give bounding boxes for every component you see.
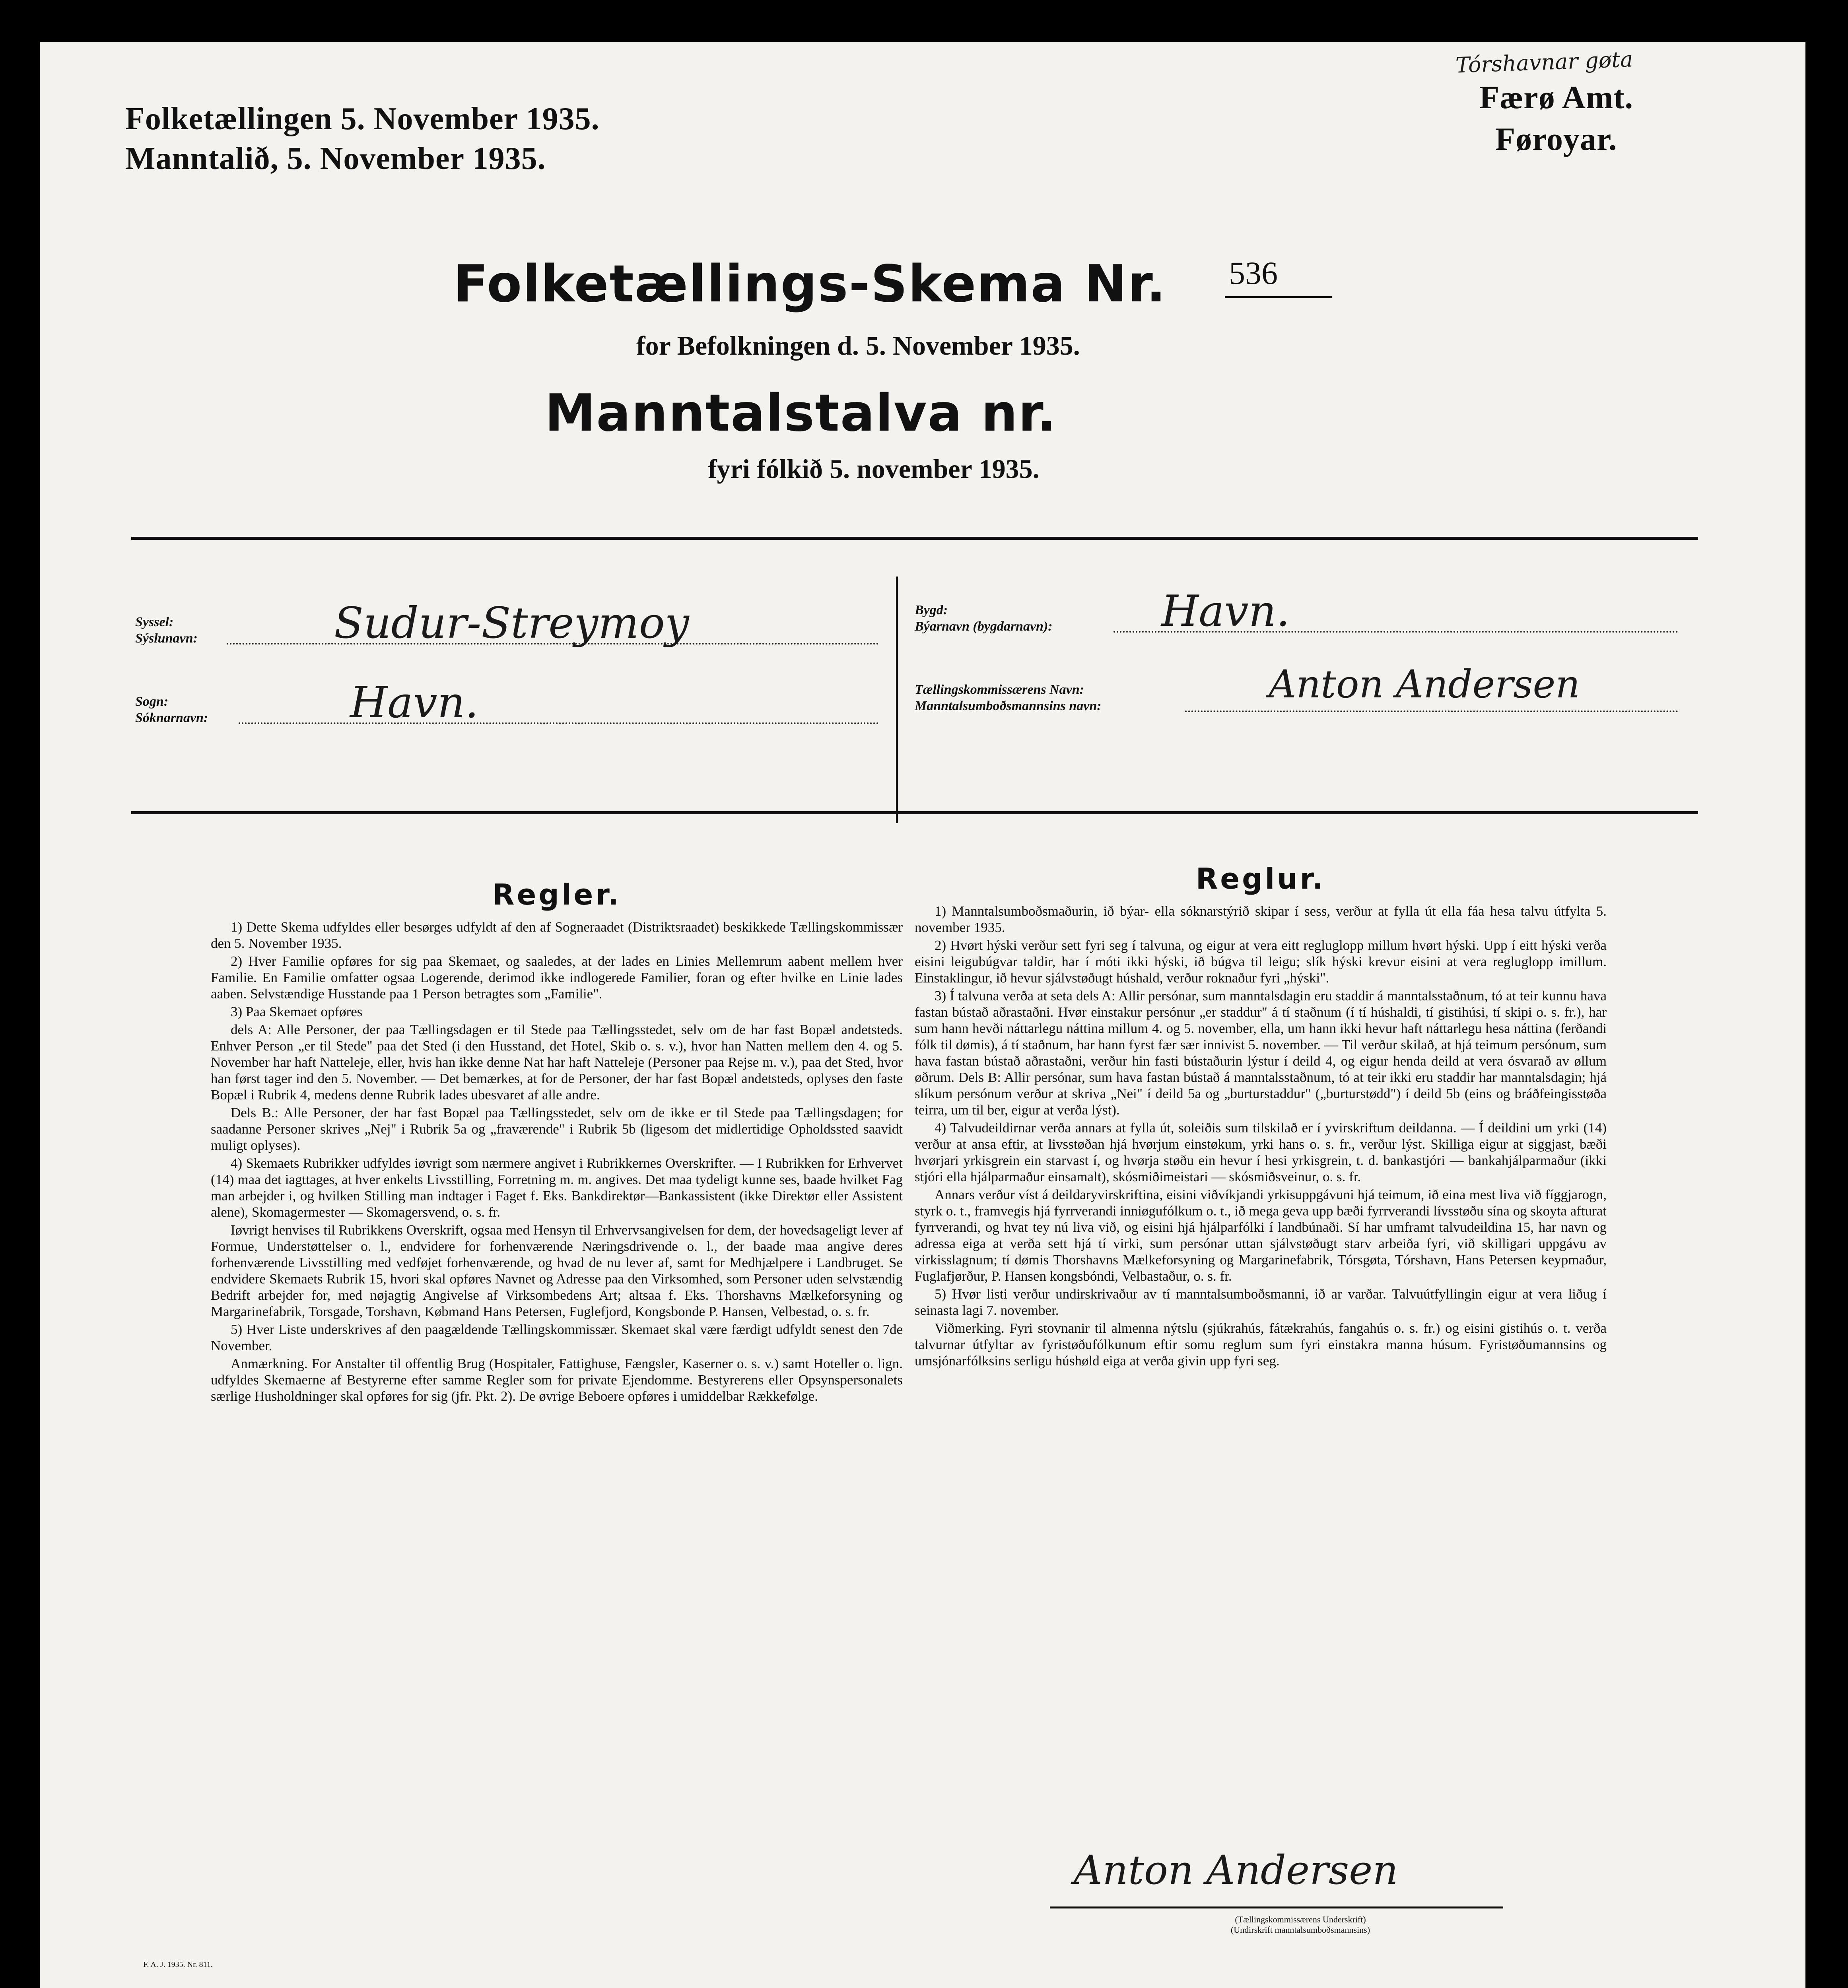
bygd-label-fo: Býarnavn (bygdarnavn): <box>915 619 1053 634</box>
form-center-divider <box>896 577 898 823</box>
syssel-label-da: Syssel: <box>135 615 174 629</box>
kommissaer-label <box>915 682 1102 714</box>
syssel-label-fo: Sýslunavn: <box>135 631 198 646</box>
form-bottom-rule <box>131 811 1698 814</box>
reglur-para-7: Viðmerking. Fyri stovnanir til almenna nýtslu (sjúkrahús, fátækrahús, fangahús o. s. fr.) og eisini gistihús o. t. verða talvurnar útfyltar av fyristøðufólkunum eftir somu reglum sum fyri einstakra manna húsum. Fyristøðumannsins og umsjónarfólksins serligu húshøld eiga at verða givin upp fyri seg. <box>915 1320 1607 1369</box>
regler-heading: Regler. <box>492 878 621 911</box>
regler-para-7: Iøvrigt henvises til Rubrikkens Overskrift, ogsaa med Hensyn til Erhvervsangivelsen for dem, der hovedsageligt lever af Formue, Understøttelser o. l., endvidere for forhenværende Næringsdrivende o. l., der baade maa angive deres forhenværende Livsstilling med vedføjet forhenværende, og hvad de nu lever af, samt for Medhjælpere i Landbruget. Se endvidere Skemaets Rubrik 15, hvori skal opføres Navnet og Adresse paa den Virksomhed, som Personer uden selvstændig Bedrift arbejder for, med nøjagtig Angivelse af Virksombedens Art; altsaa f. Eks. Thorshavns Mælkeforsyning og Margarinefabrik, Torsgade, Torshavn, Købmand Hans Petersen, Fuglefjord, Kongsbonde P. Hansen, Velbestad, o. s. fr. <box>211 1222 903 1319</box>
form-number-underline <box>1225 296 1332 298</box>
regler-para-2: 2) Hver Familie opføres for sig paa Skemaet, og saaledes, at der lades en Linies Mellemrum aabent mellem hver Familie. En Familie omfatter ogsaa Logerende, derimod ikke indlogerede Familier, foran og efter hvilke en Linie lades aaben. Selvstændige Husstande paa 1 Person betragtes som „Familie". <box>211 953 903 1002</box>
kommissaer-value: Anton Andersen <box>1269 662 1580 707</box>
signature-caption <box>1121 1914 1479 1936</box>
bygd-value: Havn. <box>1161 586 1290 636</box>
regler-para-5: Dels B.: Alle Personer, der har fast Bopæl paa Tællingsstedet, selv om de ikke er til Stede paa Tællingsdagen; for saadanne Personer skrives „Nej" i Rubrik 5a og „fraværende" i Rubrik 5b (ligesom det midlertidige Opholdssted saavidt muligt oplyses). <box>211 1105 903 1153</box>
sogn-dotline <box>239 722 879 724</box>
signature-caption-da: (Tællingskommissærens Underskrift) <box>1235 1914 1366 1924</box>
reglur-para-1: 1) Manntalsumboðsmaðurin, ið býar- ella sóknarstýrið skipar í sess, verður at fylla út ella fáa hesa talvu útfylta 5. november 1935. <box>915 903 1607 935</box>
reglur-para-4: 4) Talvudeildirnar verða annars at fylla út, soleiðis sum tilskilað er í yvirskriftum deildanna. — Í deildini um yrki (14) verður at ansa eftir, at livsstøðan hjá hvørjum einstøkum, yrki hans o. s. fr., verður lýst. Skilliga eigur at siggjast, bæði hvørjari yrkisgrein ein starvast í, og hvørja støðu ein hevur í hesi yrkisgrein, t. d. bankastjóri — bankahjálparmaður (ikki stjóri ella hjálparmaður einsamalt), skósmiðimeistari — skósmiðsveinur, o. s. fr. <box>915 1120 1607 1184</box>
header-right-line1: Færø Amt. <box>1479 79 1634 115</box>
form-top-rule <box>131 537 1698 540</box>
signature-caption-fo: (Undirskrift manntalsumboðsmannsins) <box>1230 1925 1370 1935</box>
regler-para-6: 4) Skemaets Rubrikker udfyldes iøvrigt som nærmere angivet i Rubrikkernes Overskrifter. — I Rubrikken for Erhvervet (14) maa det iagttages, at hver enkelts Livsstilling, Forretning m. m. angives. Det maa tydeligt kunne ses, baade hvilket Fag man arbejder i, og hvilken Stilling man indtager i Faget f. Eks. Bankdirektør—Bankassistent (ikke Direktør eller Assistent alene), Skomagermester — Skomagersvend, o. s. fr. <box>211 1155 903 1220</box>
reglur-heading: Reglur. <box>1195 862 1326 895</box>
regler-para-9: Anmærkning. For Anstalter til offentlig Brug (Hospitaler, Fattighuse, Fængsler, Kaserner o. s. v.) samt Hoteller o. lign. udfyldes Skemaerne af Bestyrerne efter samme Regler som for private Ejendomme. Bestyrerens eller Opsynspersonalets særlige Husholdninger skal opføres for sig (jfr. Pkt. 2). De øvrige Beboere opføres i umiddelbar Rækkefølge. <box>211 1356 903 1404</box>
regler-para-1: 1) Dette Skema udfyldes eller besørges udfyldt af den af Sogneraadet (Distriktsraadet) beskikkede Tællingskommissær den 5. November 1935. <box>211 919 903 951</box>
reglur-column <box>915 862 1607 1371</box>
kommissaer-label-da: Tællingskommissærens Navn: <box>915 682 1084 697</box>
regler-column <box>211 878 903 1406</box>
reglur-para-2: 2) Hvørt hýski verður sett fyri seg í talvuna, og eigur at vera eitt regluglopp millum hvørt hýski. Upp í eitt hýski verða eisini leigubúgvar taldir, har í móti ikki hýski, ið búgva til leigu; slík hýski krevur eisini at vera regluglopp imillum. Einstaklingur, ið hevur sjálvstøðugt húshald, verður roknaður fyri „hýski". <box>915 938 1607 986</box>
sogn-value: Havn. <box>350 678 479 728</box>
reglur-para-6: 5) Hvør listi verður undirskrivaður av tí manntalsumboðsmanni, ið ar varðar. Talvuútfyllingin eigur at vera liðug í seinasta lagi 7. november. <box>915 1286 1607 1318</box>
sogn-label <box>135 694 208 726</box>
regler-para-4: dels A: Alle Personer, der paa Tællingsdagen er til Stede paa Tællingsstedet, selv om de har fast Bopæl andetsteds. Enhver Person „er til Stede" paa det Sted (i den Husstand, det Hotel, Skib o. s. v.), hvor han Natten mellem den 4. og 5. November har haft Natteleje, eller, hvis han ikke denne Nat har haft Natteleje (Personer paa Rejse m. v.), paa det Sted, hvor han først tager ind den 5. November. — Det bemærkes, at for de Personer, der har fast Bopæl andetsteds, oplyses den faste Bopæl i Rubrik 4, medens denne Rubrik lades ubesvaret af alle andre. <box>211 1022 903 1103</box>
regler-para-8: 5) Hver Liste underskrives af den paagældende Tællingskommissær. Skemaet skal være færdigt udfyldt senest den 7de November. <box>211 1322 903 1353</box>
handwritten-top-right: Tórshavnar gøta <box>1455 47 1634 78</box>
kommissaer-label-fo: Manntalsumboðsmannsins navn: <box>915 698 1102 713</box>
form-number: 536 <box>1229 255 1278 291</box>
reglur-para-3: 3) Í talvuna verða at seta dels A: Allir persónar, sum manntalsdagin eru staddir á manntalsstaðnum, tó at teir kunnu hava fastan bústað aðrastaðni. Hvør einstakur persónur „er staddur" á tí staðnum (í tí húshaldi, tí gistihúsi, tí skipi o. s. fr.), har sum hann hevði náttarlegu náttina millum 4. og 5. november, ella, um hann ikki hevur haft náttarlegu hesa náttina (ferðandi fólk til dømis), á tí staðnum, har hann fyrst fær sær innivist 5. november. — Til verður skilað, at hjá teimum persónum, sum hava fastan bústað aðrastaðni, verður hin fasti bústaðurin lýstur í deild 4, og eigur henda deild at vera ósvarað av øllum øðrum. Dels B: Allir persónar, sum hava fastan bústað á manntalsstaðnum, tó at teir ikki eru staddir har manntalsdagin; hjá slíkum persónum verður at skriva „Nei" í deild 5a og „burturstaddur" („burturstødd") í deild 5b (eins og bráðfeingisstøða teirra, um til ber, eigur at verða lýst). <box>915 988 1607 1118</box>
title-faroese: Manntalstalva nr. <box>545 384 1057 443</box>
title-danish: Folketællings-Skema Nr. <box>453 254 1167 314</box>
commissioner-signature: Anton Andersen <box>1074 1847 1398 1893</box>
regler-para-3: 3) Paa Skemaet opføres <box>231 1004 363 1019</box>
sogn-label-da: Sogn: <box>135 694 169 709</box>
bygd-label-da: Bygd: <box>915 603 948 617</box>
bygd-label <box>915 602 1053 635</box>
title-faroese-sub: fyri fólkið 5. november 1935. <box>708 454 1040 484</box>
reglur-para-5: Annars verður víst á deildaryvirskriftina, eisini viðvíkjandi yrkisuppgávuni hjá teimum, ið eina mest liva við fíggjarogn, styrk o. t., framvegis hjá fyrrverandi inniøgufólkum o. t., ið mega geva upp bæði fyrrverandi lívsstøðu sína og skoyta afturat fyrrverandi, og hvat tey nú liva við, og eisini hjá hjálparfólki í landbúnaði. Sí har umframt talvudeildina 15, har navn og adressa eiga at verða sett hjá tí virki, sum persónar uttan sjálvstøðugt starv arbeiða fyri, við skilligari uppgávu av virkisslagnum; tí dømis Thorshavns Mælkeforsyning og Margarinefabrik, Tórsgøta, Tórshavn, Hans Petersen keypmaður, Fuglafjørður, P. Hansen kongsbóndi, Velbastaður, o. s. fr. <box>915 1187 1607 1284</box>
syssel-label <box>135 614 198 647</box>
footer-print-code: F. A. J. 1935. Nr. 811. <box>143 1960 213 1969</box>
header-left-line2: Manntalið, 5. November 1935. <box>125 141 546 176</box>
kommissaer-dotline <box>1185 711 1678 712</box>
sogn-label-fo: Sóknarnavn: <box>135 710 208 725</box>
header-left-line1: Folketællingen 5. November 1935. <box>125 101 600 136</box>
syssel-value: Sudur-Streymoy <box>334 598 689 648</box>
title-danish-sub: for Befolkningen d. 5. November 1935. <box>636 330 1080 361</box>
signature-line <box>1050 1906 1503 1908</box>
census-form-page <box>40 42 1805 1988</box>
header-right-line2: Føroyar. <box>1495 121 1617 157</box>
